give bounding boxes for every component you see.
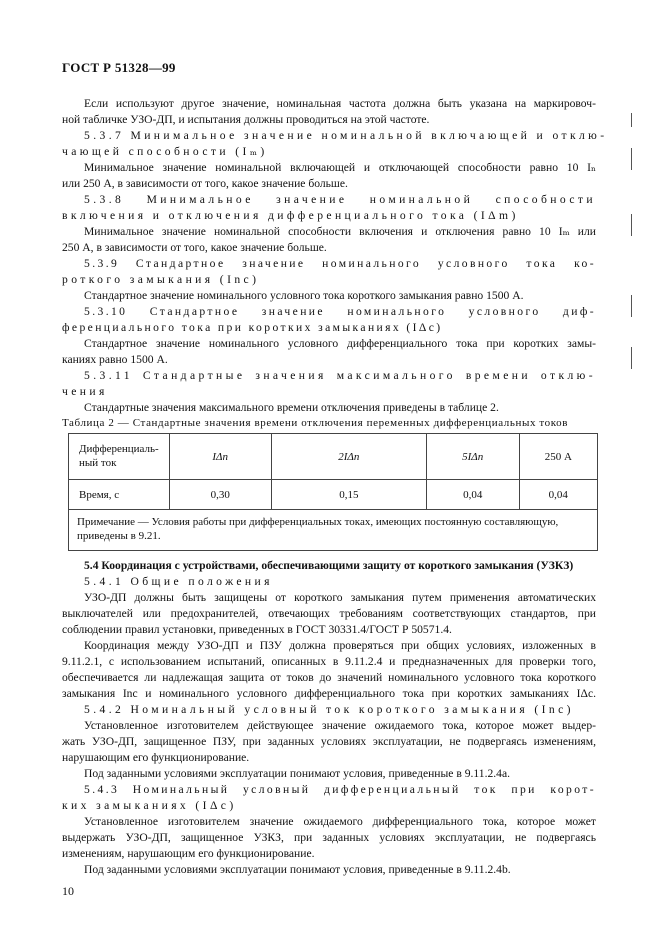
paragraph-line: Минимальное значение номинальной включающей и отключающей способности равно 10 Iₙ: [84, 161, 596, 174]
table-header-cell: IΔn: [169, 434, 271, 480]
clause-heading-5-3-8: 5.3.8 Минимальное значение номинальной способности: [84, 193, 596, 206]
revision-bar: [631, 295, 632, 317]
clause-heading-5-3-9: 5.3.9 Стандартное значение номинального условного тока ко-: [84, 257, 596, 270]
paragraph-line: 9.11.2.1, с использованием испытаний, описанных в 9.11.2.4 и предназначенных для проверки того,: [62, 655, 596, 668]
paragraph-line: ной табличке УЗО-ДП, и испытания должны проводиться на этой частоте.: [62, 113, 430, 126]
paragraph-line: Координация между УЗО-ДП и ПЗУ должна проверяться при общих условиях, изложенных в: [84, 639, 596, 652]
clause-heading-5-3-9-cont: роткого замыкания (Inc): [62, 273, 260, 286]
table-cell: 0,15: [271, 480, 426, 510]
clause-heading-5-4-1: 5.4.1 Общие положения: [84, 575, 273, 588]
paragraph-line: Стандартные значения максимального времени отключения приведены в таблице 2.: [84, 401, 499, 414]
paragraph-line: Стандартное значение номинального условного тока короткого замыкания равно 1500 А.: [84, 289, 524, 302]
paragraph-line: каниях равно 1500 А.: [62, 353, 168, 366]
paragraph-line: нарушающим его функционирование.: [62, 751, 250, 764]
paragraph-line: соблюдении правил установки, приведенных в ГОСТ 30331.4/ГОСТ Р 50571.4.: [62, 623, 452, 636]
clause-heading-5-3-7: 5.3.7 Минимальное значение номинальной включающей и отклю-: [84, 129, 608, 142]
paragraph-line: обеспечивается ли надлежащая защита от токов до значений номинального условного тока короткого: [62, 671, 596, 684]
clause-heading-5-4-2: 5.4.2 Номинальный условный ток короткого замыкания (Inc): [84, 703, 574, 716]
table-cell: 0,04: [519, 480, 597, 510]
revision-bar: [631, 347, 632, 369]
table-header-cell: Дифференциаль- ный ток: [69, 434, 170, 480]
paragraph-line: выдержать УЗО-ДП, защищенное УЗКЗ, при заданных условиях эксплуатации, не подвергаясь: [62, 831, 596, 844]
table-caption: Таблица 2 — Стандартные значения времени отключения переменных дифференциальных токов: [62, 417, 569, 429]
table-header-row: [69, 434, 598, 480]
paragraph-line: выключателей или предохранителей, отвечающих требованиям соответствующих стандартов, при: [62, 607, 596, 620]
clause-heading-5-3-8-cont: включения и отключения дифференциального тока (IΔm): [62, 209, 519, 222]
clause-heading-5-3-7-cont: чающей способности (Iₘ): [62, 145, 268, 158]
table-note-row: [69, 510, 598, 551]
page-number: 10: [62, 884, 74, 898]
table-note: Примечание — Условия работы при дифференциальных токах, имеющих постоянную составляющую, приведены в 9.21.: [69, 510, 598, 551]
table-header-cell: 250 А: [519, 434, 597, 480]
paragraph-line: Если используют другое значение, номинальная частота должна быть указана на маркировоч-: [84, 97, 596, 110]
revision-bar: [631, 214, 632, 236]
table-cell: Время, с: [69, 480, 170, 510]
table-cell: 0,04: [426, 480, 519, 510]
paragraph-line: изменениям, нарушающим его функционирование.: [62, 847, 315, 860]
paragraph-line: УЗО-ДП должны быть защищены от короткого замыкания путем применения автоматических: [84, 591, 596, 604]
paragraph-line: жать УЗО-ДП, защищенное ПЗУ, при заданных условиях эксплуатации, не подвергаясь изменениям,: [62, 735, 596, 748]
paragraph-line: Под заданными условиями эксплуатации понимают условия, приведенные в 9.11.2.4а.: [84, 767, 511, 780]
paragraph-line: 250 А, в зависимости от того, какое значение больше.: [62, 241, 327, 254]
clause-heading-5-4-3-cont: ких замыканиях (IΔc): [62, 799, 237, 812]
clause-heading-5-4-3: 5.4.3 Номинальный условный дифференциальный ток при корот-: [84, 783, 596, 796]
table-header-cell: 5IΔn: [426, 434, 519, 480]
paragraph-line: Установленное изготовителем значение ожидаемого дифференциального тока, которое может: [84, 815, 596, 828]
paragraph-line: или 250 А, в зависимости от того, какое значение больше.: [62, 177, 348, 190]
paragraph-line: Стандартное значение номинального условного дифференциального тока при коротких замы-: [84, 337, 596, 350]
paragraph-line: Минимальное значение номинальной способности включения и отключения равно 10 Iₘ или: [84, 225, 596, 238]
paragraph-line: замыкания Inc и номинального условного дифференциального тока при коротких замыканиях IΔc.: [62, 687, 596, 700]
table-cell: 0,30: [169, 480, 271, 510]
revision-bar: [631, 113, 632, 127]
clause-heading-5-3-10: 5.3.10 Стандартное значение номинального условного диф-: [84, 305, 596, 318]
document-code-header: ГОСТ Р 51328—99: [62, 60, 176, 75]
clause-heading-5-3-10-cont: ференциального тока при коротких замыканиях (IΔc): [62, 321, 443, 334]
section-title-5-4: 5.4 Координация с устройствами, обеспечивающими защиту от короткого замыкания (УЗКЗ): [84, 559, 574, 572]
table-header-cell: 2IΔn: [271, 434, 426, 480]
paragraph-line: Под заданными условиями эксплуатации понимают условия, приведенные в 9.11.2.4b.: [84, 863, 511, 876]
table-2: [68, 433, 598, 551]
table-row: [69, 480, 598, 510]
clause-heading-5-3-11-cont: чения: [62, 385, 108, 398]
paragraph-line: Установленное изготовителем действующее значение ожидаемого тока, которое может выдер-: [84, 719, 596, 732]
clause-heading-5-3-11: 5.3.11 Стандартные значения максимального времени отклю-: [84, 369, 596, 382]
revision-bar: [631, 148, 632, 170]
